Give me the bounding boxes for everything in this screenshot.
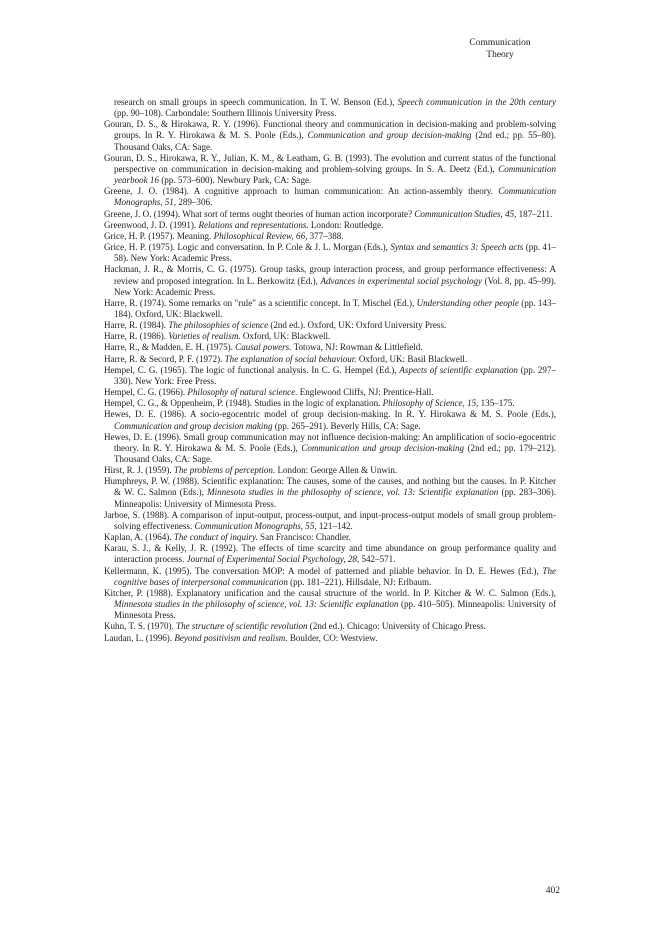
reference-text: Karau, S. J., & Kelly, J. R. (1992). The effects of time scarcity and time abundance on group performance quality and interaction process. [104,543,556,565]
reference-text: Gouran, D. S., & Hirokawa, R. Y. (1996). Functional theory and communication in decision-making and problem-solving groups. In R. Y. Hirokawa & M. S. Poole (Eds.), [104,119,556,141]
reference-text: (pp. 265–291). Beverly Hills, CA: Sage. [272,420,421,431]
reference-text: Oxford, UK: Blackwell. [240,331,331,342]
reference-text: Greene, J. O. (1994). What sort of terms ought theories of human action incorporate? [104,208,415,219]
reference-entry [104,510,556,532]
reference-text: Hempel, C. G., & Oppenheim, P. (1948). Studies in the logic of explanation. [104,398,383,409]
reference-title: The cognitive bases of interpersonal communication [114,565,556,587]
reference-text: 289–306. [176,197,213,208]
reference-text: London: Routledge. [308,219,384,230]
reference-entry [104,220,556,231]
reference-text: research on small groups in speech communication. In T. W. Benson (Ed.), [114,97,398,107]
reference-text: (2nd ed.). Chicago: University of Chicago Press. [307,621,486,632]
reference-title: The explanation of social behaviour. [224,353,357,364]
reference-title: Communication Studies, 45, [414,208,517,219]
reference-text: 135–175. [478,398,515,409]
reference-text: Harre, R. (1974). Some remarks on "rule" as a scientific concept. In T. Mischel (Ed.), [104,297,417,308]
reference-entry [104,409,556,431]
reference-text: Englewood Cliffs, NJ: Prentice-Hall. [297,387,434,398]
reference-entry [104,633,556,644]
reference-entry [104,398,556,409]
reference-title: The structure of scientific revolution [176,621,308,632]
reference-text: Hempel, C. G. (1966). [104,387,188,398]
reference-text: (pp. 41–58). New York: Academic Press. [114,242,557,264]
reference-text: Kitcher, P. (1988). Explanatory unification and the causal structure of the world. In P. Kitcher & W. C. Salmon (Eds.), [104,587,556,598]
reference-text: Gouran, D. S., Hirokawa, R. Y., Julian, K. M., & Leatham, G. B. (1993). The evolution and current status of the functional perspective on communication in decision-making and problem-solving groups. In S. A. Deetz (Ed.), [104,152,556,174]
reference-title: Syntax and semantics 3: Speech acts [390,242,524,253]
reference-entry [104,231,556,242]
reference-entry [104,365,556,387]
reference-text: (2nd ed.; pp. 55–80). Thousand Oaks, CA: Sage. [114,130,556,152]
reference-text: 121–142. [316,520,353,531]
reference-entry [104,242,556,264]
reference-text: Hackman, J. R., & Morris, C. G. (1975). Group tasks, group interaction process, and group performance effectiveness: A review and proposed integration. In L. Berkowitz (Ed.), [104,264,556,286]
reference-text: Harre, R. (1984). [104,320,169,331]
reference-text: Totowa, NJ: Rowman & Littlefield. [291,342,423,353]
reference-text: Kaplan, A. (1964). [104,532,174,543]
page-number: 402 [545,886,560,896]
reference-title: Philosophy of Science, 15, [382,398,479,409]
reference-title: Philosophy of natural science. [187,387,298,398]
reference-text: (pp. 181–221). Hillsdale, NJ: Erlbaum. [287,576,432,587]
reference-entry [104,264,556,297]
reference-title: Communication and group decision-making [301,442,465,453]
reference-entry [104,342,556,353]
reference-text: Hewes, D. E. (1986). A socio-egocentric model of group decision-making. In R. Y. Hirokawa & M. S. Poole (Eds.), [104,409,556,420]
reference-text: Kellermann, K. (1995). The conversation MOP: A model of patterned and pliable behavior. In D. E. Hewes (Ed.), [104,565,543,576]
reference-title: Minnesota studies in the philosophy of science, vol. 13: Scientific explanation [114,599,399,610]
reference-title: The conduct of inquiry. [173,532,258,543]
reference-title: Causal powers. [235,342,292,353]
reference-text: Boulder, CO: Westview. [287,632,378,643]
reference-text: Kuhn, T. S. (1970). [104,621,177,632]
running-head-line-1: Communication [469,38,531,48]
reference-title: Beyond positivism and realism. [174,632,288,643]
reference-text: (pp. 410–505). Minneapolis: University of Minnesota Press. [114,599,556,621]
reference-text: 187–211. [516,208,553,219]
reference-title: Advances in experimental social psychology [320,275,483,286]
reference-text: London: George Allen & Unwin. [275,465,398,476]
reference-entry [104,186,556,208]
reference-text: (pp. 283–306). Minneapolis: University of Minnesota Press. [114,487,556,509]
reference-text: San Francisco: Chandler. [257,532,351,543]
reference-entry [104,331,556,342]
reference-title: Communication and group decision making [114,420,273,431]
reference-title: Speech communication in the 20th century [397,97,556,107]
reference-title: Relations and representations. [198,219,309,230]
reference-title: Communication Monographs, 55, [194,520,317,531]
reference-text: (pp. 143–184). Oxford, UK: Blackwell. [114,297,556,319]
reference-title: The problems of perception. [173,465,276,476]
reference-title: Aspects of scientific explanation [399,364,518,375]
reference-text: (2nd ed.). Oxford, UK: Oxford University Press. [268,320,447,331]
reference-text: Grice, H. P. (1975). Logic and conversation. In P. Cole & J. L. Morgan (Eds.), [104,242,391,253]
reference-text: (2nd ed.; pp. 179–212). Thousand Oaks, CA: Sage. [114,442,556,464]
reference-entry [104,153,556,186]
reference-text: (pp. 90–108). Carbondale: Southern Illinois University Press. [114,108,337,119]
reference-entry [104,432,556,465]
reference-text: Harre, R. & Secord, P. F. (1972). [104,353,225,364]
reference-entry [104,543,556,565]
reference-text: Harre, R., & Madden, E. H. (1975). [104,342,236,353]
reference-title: Understanding other people [416,297,519,308]
reference-text: 542–571. [359,554,396,565]
reference-title: Philosophical Review, 66, [213,230,308,241]
reference-title: Communication and group decision-making [307,130,472,141]
reference-text: Humphreys, P. W. (1988). Scientific explanation: The causes, some of the causes, and nothing but the causes. In P. Kitcher & W. C. Salmon (Eds.), [104,476,556,498]
reference-text: (pp. 573–600). Newbury Park, CA: Sage. [158,175,312,186]
reference-entry [104,209,556,220]
reference-text: (pp. 297–330). New York: Free Press. [114,364,557,386]
reference-text: Greene, J. O. (1984). A cognitive approach to human communication: An action-assembly theory. [104,186,499,197]
reference-text: Jarboe, S. (1988). A comparison of input-output, process-output, and input-process-output models of small group problem-solving effectiveness. [104,509,556,531]
reference-title: Varieties of realism. [168,331,241,342]
reference-title: Minnesota studies in the philosophy of science, vol. 13: Scientific explanation [207,487,499,498]
reference-entry [104,532,556,543]
reference-title: Communication yearbook 16 [114,163,556,186]
reference-entry [104,465,556,476]
reference-text: Greenwood, J. D. (1991). [104,219,199,230]
running-head-line-2: Theory [486,49,514,60]
reference-text: Hempel, C. G. (1965). The logic of functional analysis. In C. G. Hempel (Ed.), [104,364,400,375]
reference-title: The philosophies of science [168,320,269,331]
reference-text: Hirst, R. J. (1959). [104,465,174,476]
reference-entry [104,387,556,398]
reference-entry [104,320,556,331]
reference-title: Communication Monographs, 51, [114,186,556,208]
reference-text: 377–388. [307,230,344,241]
running-head [440,38,560,61]
reference-title: Journal of Experimental Social Psychology, 28, [186,554,360,565]
reference-entry [104,621,556,632]
reference-entry [104,298,556,320]
reference-text: Oxford, UK: Basil Blackwell. [356,353,468,364]
reference-text: (Vol. 8, pp. 45–99). New York: Academic Press. [114,275,556,297]
reference-text: Grice, H. P. (1957). Meaning. [104,230,214,241]
reference-entry [104,566,556,588]
reference-entry [104,97,556,119]
reference-text: Laudan, L. (1996). [104,632,175,643]
reference-entry [104,354,556,365]
reference-list [104,97,556,644]
reference-entry [104,476,556,509]
reference-entry [104,119,556,152]
reference-text: Hewes, D. E. (1996). Small group communication may not influence decision-making: An amplification of socio-egocentric theory. In R. Y. Hirokawa & M. S. Poole (Eds.), [104,431,556,453]
reference-text: Harre, R. (1986). [104,331,169,342]
reference-entry [104,588,556,621]
